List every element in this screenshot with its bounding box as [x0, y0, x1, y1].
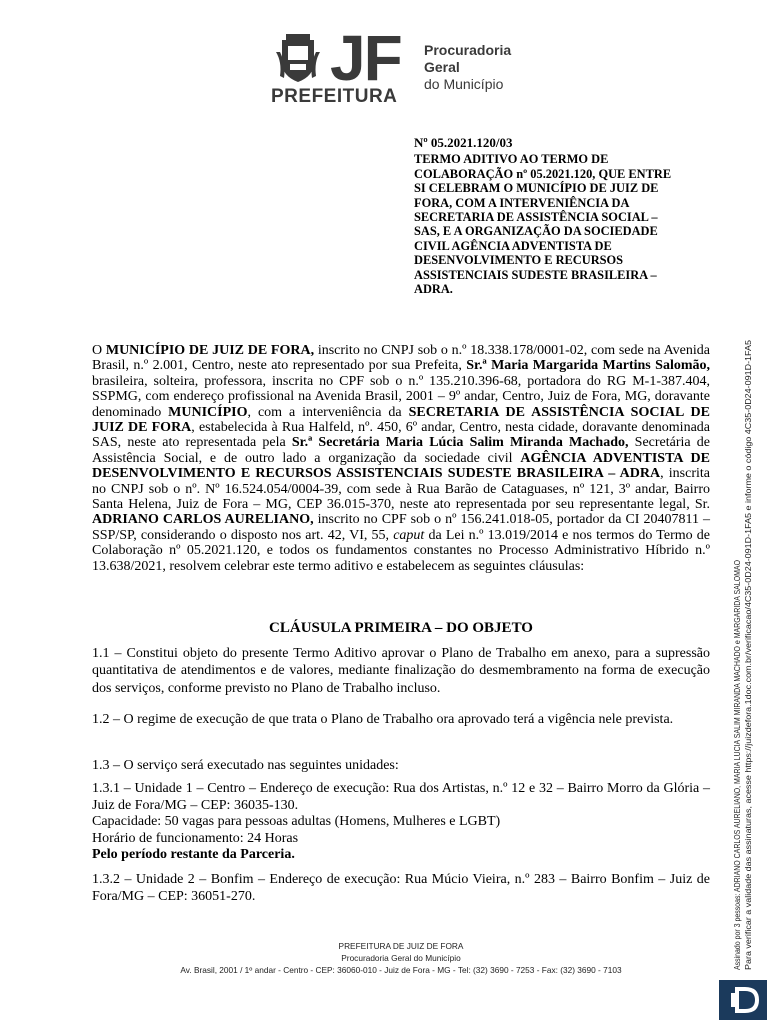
- intro-paragraph: [92, 343, 710, 574]
- footer-line3: Av. Brasil, 2001 / 1º andar - Centro - CEP: 36060-010 - Juiz de Fora - MG - Tel: (32) 3690 - 7253 - Fax: (32) 3690 - 7103: [180, 965, 622, 975]
- intro-text: brasileira, solteira, professora, inscrita no CPF sob o n.º 135.210.396-68, portadora do RG M-1-387.404, SSPMG, com endereço profissional na Avenida Brasil, 2001 – 9º andar, Centro, Juiz de Fora, MG, doravante denominado: [92, 373, 710, 420]
- intro-bold: Sr.ª Maria Margarida Martins Salomão,: [466, 358, 710, 374]
- intro-bold: MUNICÍPIO DE JUIZ DE FORA,: [105, 343, 315, 358]
- document-number: Nº 05.2021.120/03: [414, 135, 513, 150]
- clause-1-3: 1.3 – O serviço será executado nas seguintes unidades:: [92, 758, 399, 773]
- unit1-capacity: Capacidade: 50 vagas para pessoas adultas (Homens, Mulheres e LGBT): [92, 814, 501, 830]
- intro-bold: AGÊNCIA ADVENTISTA DE DESENVOLVIMENTO E RECURSOS ASSISTENCIAIS SUDESTE BRASILEIRA – ADRA: [92, 450, 710, 482]
- signature-line1: Assinado por 3 pessoas: ADRIANO CARLOS AURELIANO, MARIA LUCIA SALIM MIRANDA MACHADO e MARGARIDA SALOMAO: [733, 488, 742, 970]
- intro-italic: caput: [393, 527, 425, 543]
- intro-text: , estabelecida à Rua Halfeld, nº. 450, 6º andar, Centro, nesta cidade, doravante denominada SAS, neste ato representada pela: [92, 420, 710, 451]
- procuradoria-label: [424, 42, 511, 93]
- clause-1-3-1: [92, 781, 710, 864]
- clause-1-2: 1.2 – O regime de execução de que trata o Plano de Trabalho ora aprovado terá a vigência nele prevista.: [92, 712, 674, 727]
- intro-bold: Sr.ª Secretária Maria Lúcia Salim Miranda Machado,: [291, 435, 629, 451]
- unit1-period: Pelo período restante da Parceria.: [92, 847, 295, 863]
- clause-title: CLÁUSULA PRIMEIRA – DO OBJETO: [269, 620, 533, 636]
- proc-line1: Procuradoria: [424, 42, 512, 58]
- signature-side-note: [730, 330, 754, 970]
- intro-bold: SECRETARIA DE ASSISTÊNCIA SOCIAL DE JUIZ DE FORA: [92, 404, 710, 436]
- intro-text: Secretária de Assistência Social, e de outro lado a organização da sociedade civil: [92, 435, 710, 466]
- coat-of-arms-icon: [276, 32, 320, 84]
- footer-line2: Procuradoria Geral do Município: [341, 953, 461, 963]
- document-title: TERMO ADITIVO AO TERMO DE COLABORAÇÃO nº 05.2021.120, QUE ENTRE SI CELEBRAM O MUNICÍPIO DE JUIZ DE FORA, COM A INTERVENIÊNCIA DA SECRETARIA DE ASSISTÊNCIA SOCIAL – SAS, E A ORGANIZAÇÃO DA SOCIEDADE CIVIL AGÊNCIA ADVENTISTA DE DESENVOLVIMENTO E RECURSOS ASSISTENCIAIS SUDESTE BRASILEIRA – ADRA.: [414, 152, 672, 297]
- page-footer: [92, 940, 710, 976]
- prefeitura-wordmark: PREFEITURA: [271, 86, 398, 107]
- intro-text: O: [92, 343, 106, 358]
- intro-text: , com a interveniência da: [247, 404, 409, 420]
- intro-text: inscrito no CPF sob o nº 156.241.018-05, portador da CI 20407811 – SSP/SP, considerando o disposto nos art. 42, VI, 55,: [92, 512, 711, 543]
- signature-line2: Para verificar a validade das assinaturas, acesse https://juizdefora.1doc.com.br/verificacao/4C35-0D24-091D-1FA5 e informe o código 4C35-0D24-091D-1FA5: [744, 394, 753, 970]
- intro-text: da Lei n.º 13.019/2014 e nos termos do Termo de Colaboração nº 05.2021.120, e todos os fundamentos constantes no Processo Administrativo Híbrido n.º 13.638/2021, resolvem celebrar este termo aditivo e estabelecem as seguintes cláusulas:: [92, 527, 710, 574]
- unit1-hours: Horário de funcionamento: 24 Horas: [92, 830, 299, 846]
- footer-line1: PREFEITURA DE JUIZ DE FORA: [338, 941, 464, 951]
- proc-line2: Geral: [424, 59, 460, 75]
- unit1-address: 1.3.1 – Unidade 1 – Centro – Endereço de execução: Rua dos Artistas, n.º 12 e 32 – Bairro Morro da Glória – Juiz de Fora/MG – CEP: 36035-130.: [92, 781, 710, 813]
- clause-1-1: 1.1 – Constitui objeto do presente Termo Aditivo aprovar o Plano de Trabalho em anexo, para a supressão quantitativa de atendimentos e de valores, mediante finalização do desmembramento na forma de execução dos serviços, conforme previsto no Plano de Trabalho incluso.: [92, 646, 710, 696]
- intro-text: inscrito no CNPJ sob o n.º 18.338.178/0001-02, com sede na Avenida Brasil, n.º 2.001, Centro, neste ato representado por sua Prefeita,: [92, 343, 710, 374]
- intro-text: , inscrita no CNPJ sob o nº. Nº 16.524.054/0004-39, com sede à Rua Barão de Cataguases, nº 121, 3º andar, Bairro Santa Helena, Juiz de Fora – MG, CEP 36.015-370, neste ato representada por seu representante legal, Sr.: [92, 466, 710, 513]
- document-title-block: [414, 136, 710, 296]
- proc-line3: do Município: [424, 76, 504, 92]
- intro-bold: MUNICÍPIO: [168, 404, 248, 420]
- jf-logo: JF: [330, 22, 401, 94]
- clause-1-3-2: 1.3.2 – Unidade 2 – Bonfim – Endereço de execução: Rua Múcio Vieira, n.º 283 – Bairro Bonfim – Juiz de Fora/MG – CEP: 36051-270.: [92, 872, 710, 904]
- 1doc-logo-icon: [719, 980, 767, 1020]
- intro-bold: ADRIANO CARLOS AURELIANO,: [92, 512, 314, 528]
